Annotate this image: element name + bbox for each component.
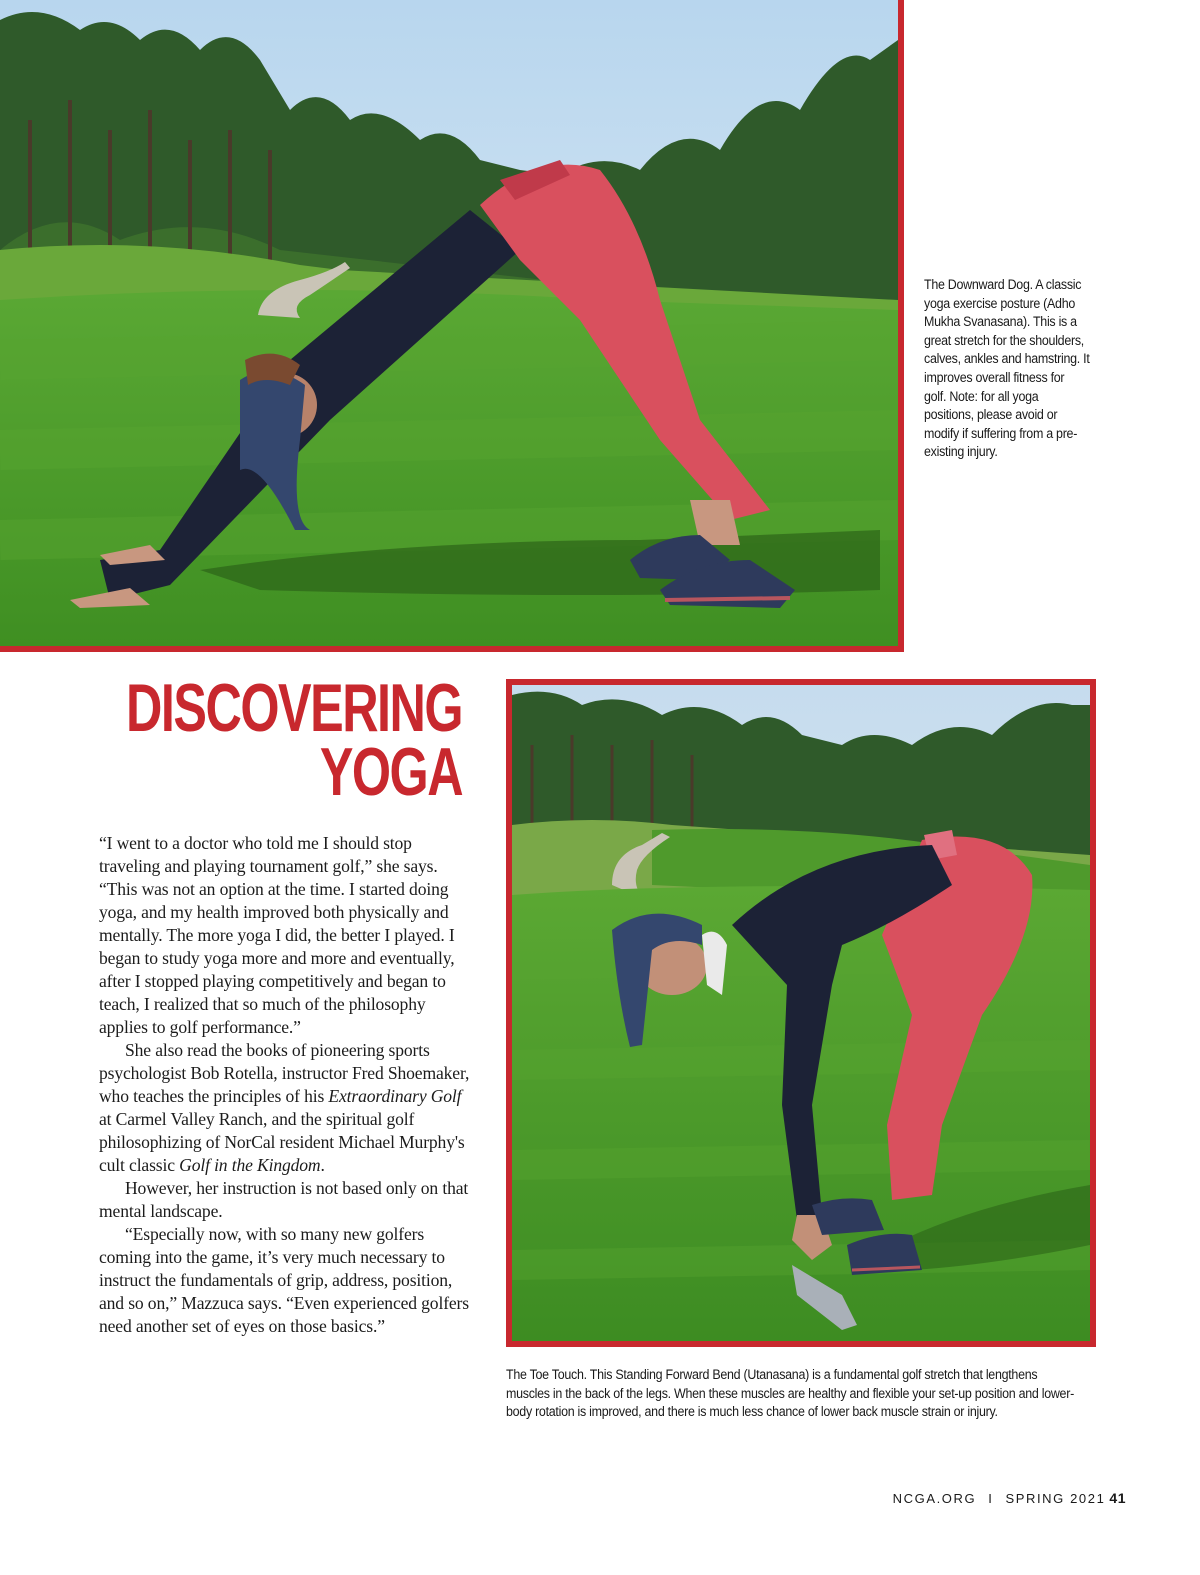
page-number: 41 [1109,1490,1126,1506]
body-paragraph-2 [99,1039,475,1177]
book-title-golf-in-the-kingdom: Golf in the Kingdom [179,1155,321,1175]
downward-dog-illustration [0,0,898,646]
footer-separator: I [988,1491,994,1506]
page-footer [893,1490,1126,1506]
headline-line-1: DISCOVERING [125,670,462,746]
body-p2-text-b: at Carmel Valley Ranch, and the spiritual golf philosophizing of NorCal resident Michael Murphy's cult classic [99,1109,465,1175]
caption-downward-dog: The Downward Dog. A classic yoga exercise posture (Adho Mukha Svanasana). This is a great stretch for the shoulders, calves, ankles and hamstring. It improves overall fitness for golf. Note: for all yoga positions, please avoid or modify if suffering from a pre-existing injury. [924,277,1090,460]
photo-toe-touch [506,679,1096,1347]
footer-issue: SPRING 2021 [1005,1491,1106,1506]
body-paragraph-1: “I went to a doctor who told me I should stop traveling and playing tournament golf,” she says. “This was not an option at the time. I started doing yoga, and my health improved both physically and mentally. The more yoga I did, the better I played. I began to study yoga more and more and eventually, after I stopped playing competitively and began to teach, I realized that so much of the philosophy applies to golf performance.” [99,833,455,1037]
body-paragraph-4: “Especially now, with so many new golfers coming into the game, it’s very much necessary to instruct the fundamentals of grip, address, position, and so on,” Mazzuca says. “Even experienced golfers need another set of eyes on those basics.” [99,1224,469,1336]
caption-toe-touch: The Toe Touch. This Standing Forward Bend (Utanasana) is a fundamental golf stretch that lengthens muscles in the back of the legs. When these muscles are healthy and flexible your set-up position and lower-body rotation is improved, and there is much less chance of lower back muscle strain or injury. [506,1367,1074,1420]
article-headline [125,670,462,810]
headline-line-2: YOGA [319,734,462,810]
article-body [99,832,475,1338]
body-paragraph-3: However, her instruction is not based only on that mental landscape. [99,1178,469,1221]
book-title-extraordinary-golf: Extraordinary Golf [328,1086,462,1106]
body-p2-text-c: . [320,1155,325,1175]
body-p2-text-a: She also read the books of pioneering sports psychologist Bob Rotella, instructor Fred Shoemaker, who teaches the principles of his [99,1040,470,1106]
footer-site[interactable]: NCGA.ORG [892,1491,977,1506]
toe-touch-illustration [512,685,1090,1341]
photo-downward-dog [0,0,904,652]
